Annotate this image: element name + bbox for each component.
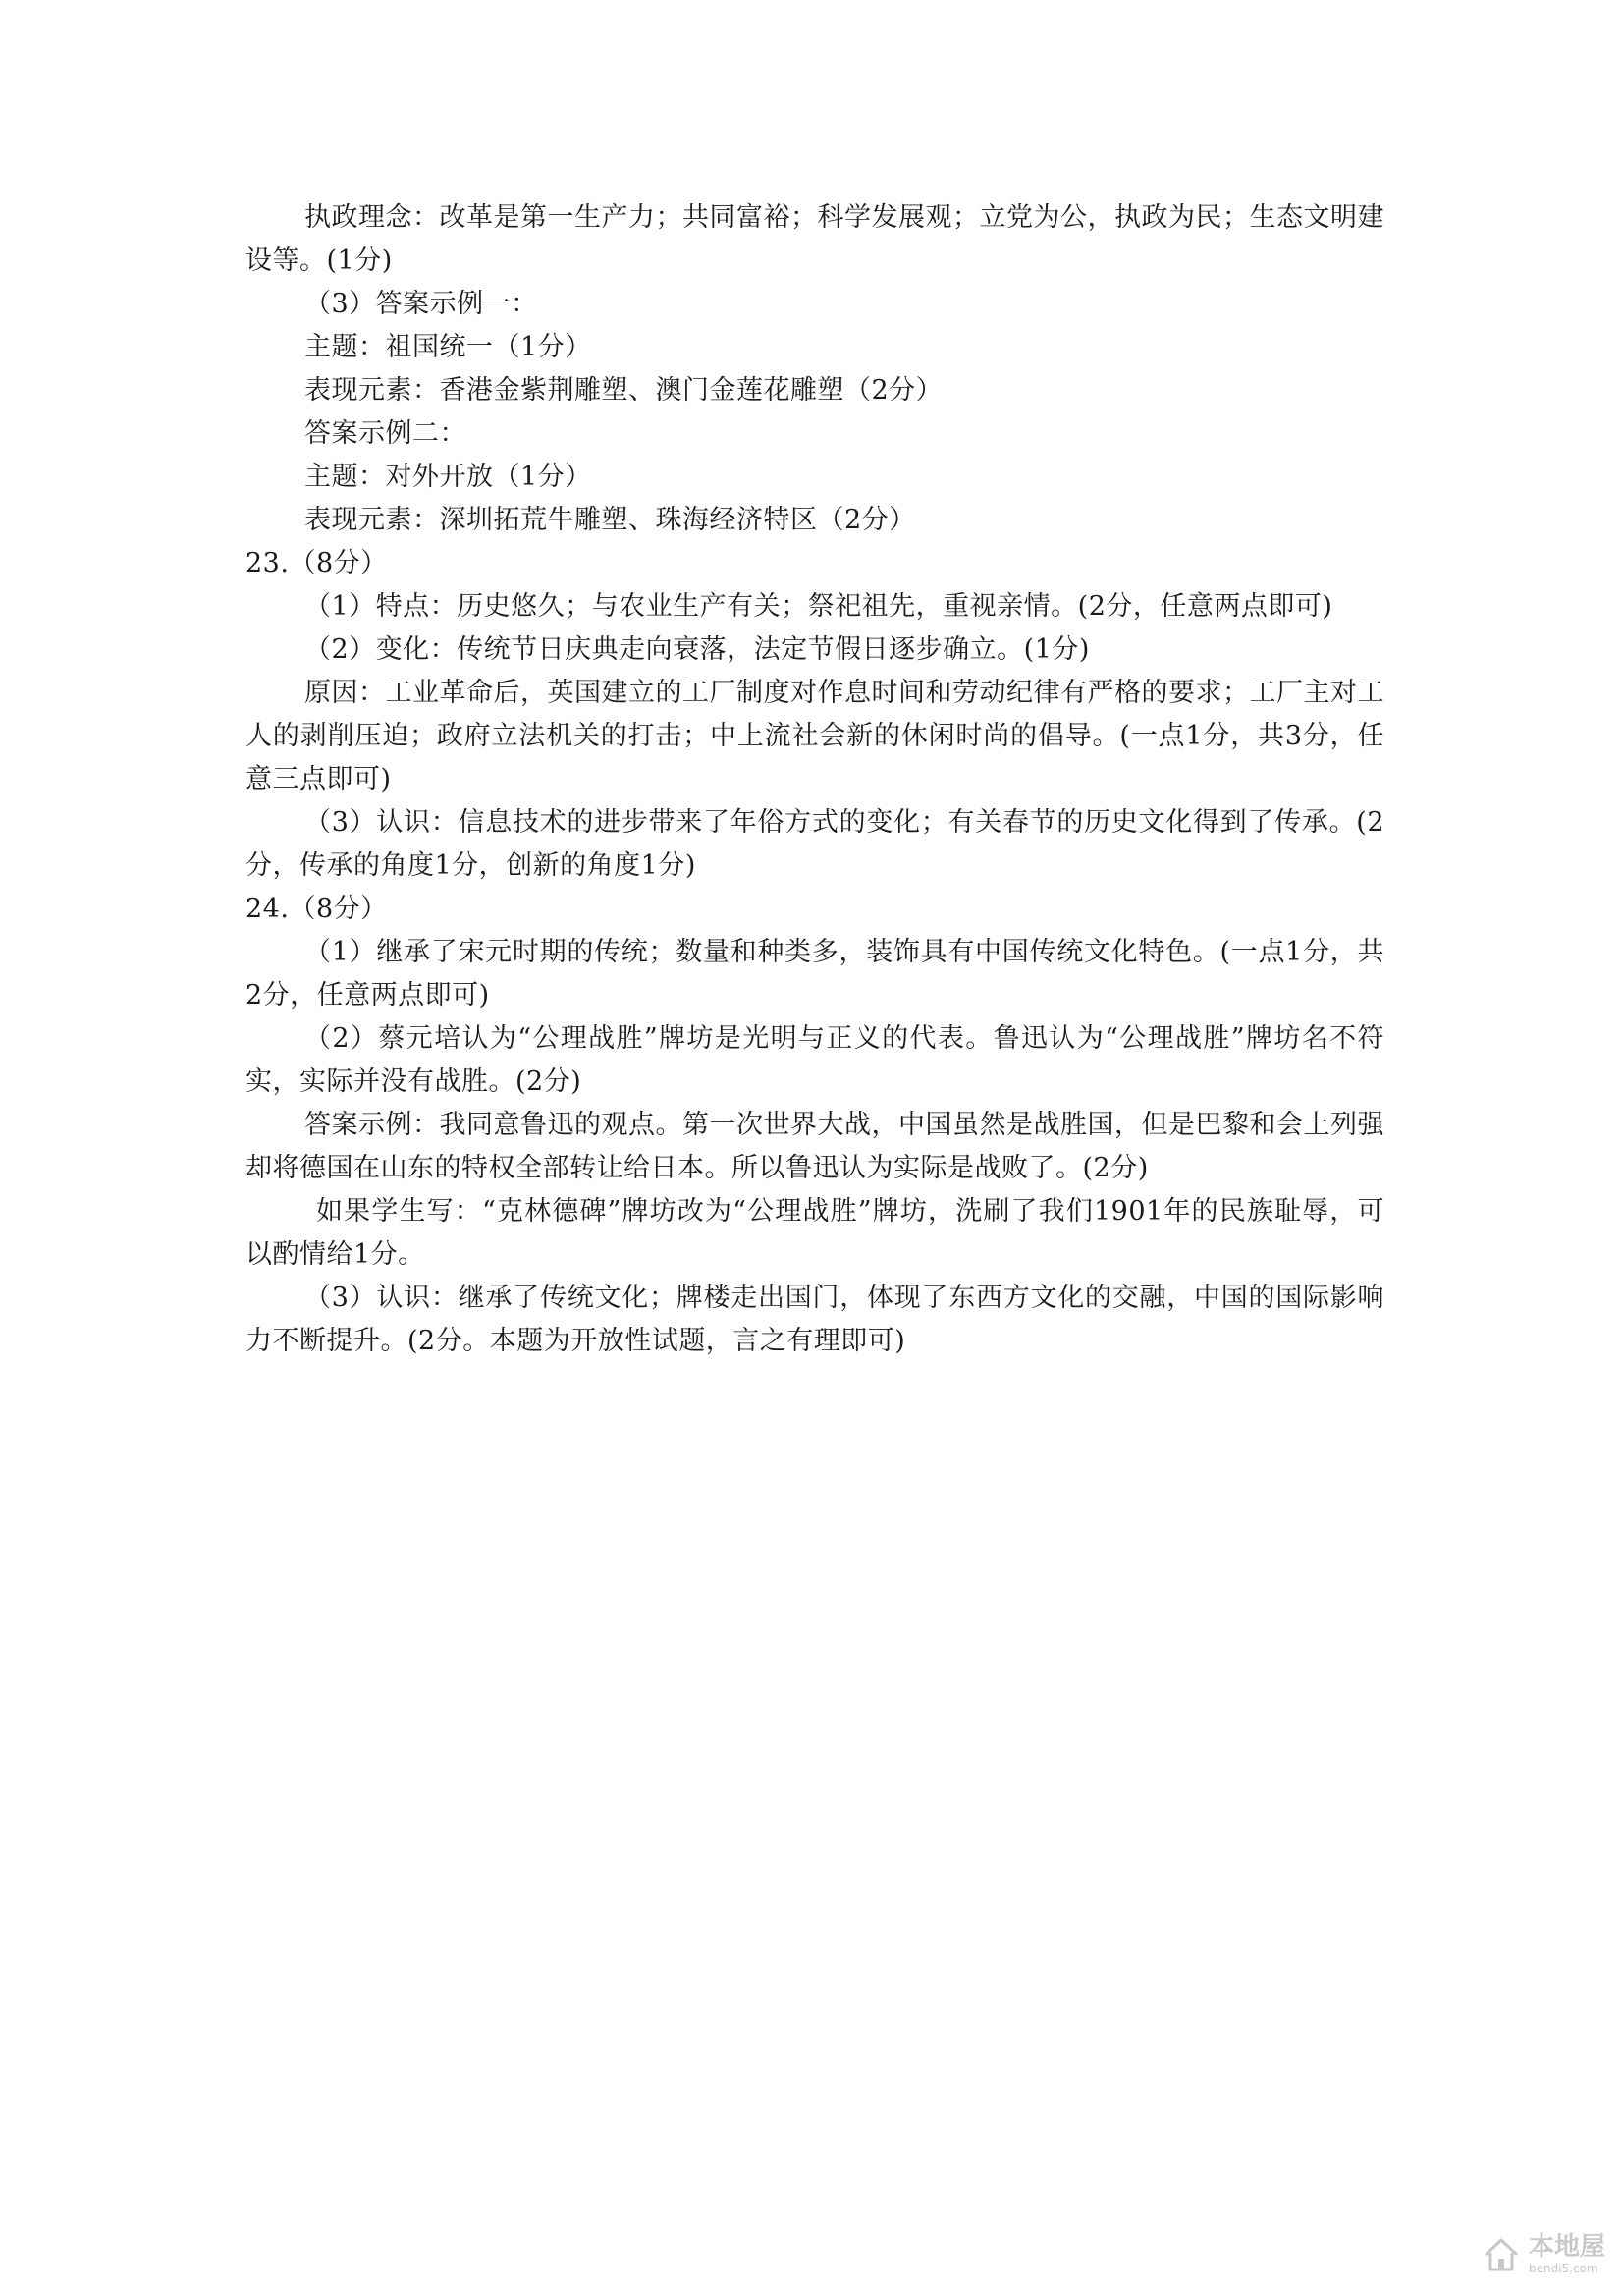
answer-paragraph: 表现元素：香港金紫荆雕塑、澳门金莲花雕塑（2分）: [304, 375, 944, 406]
question-number: 24.（8分）: [245, 894, 388, 924]
question-number: 23.（8分）: [245, 548, 388, 578]
answer-paragraph: 答案示例二：: [304, 418, 466, 449]
answer-paragraph: 执政理念：改革是第一生产力；共同富裕；科学发展观；立党为公，执政为民；生态文明建设等。(1分): [245, 202, 1384, 276]
watermark-url: bendi5.com: [1528, 2262, 1598, 2275]
answer-paragraph: 表现元素：深圳拓荒牛雕塑、珠海经济特区（2分）: [304, 505, 916, 535]
document-body: [245, 196, 1384, 1363]
answer-paragraph: （2）蔡元培认为“公理战胜”牌坊是光明与正义的代表。鲁迅认为“公理战胜”牌坊名不符实，实际并没有战胜。(2分): [245, 1023, 1384, 1097]
answer-paragraph: （2）变化：传统节日庆典走向衰落，法定节假日逐步确立。(1分): [304, 634, 1090, 665]
answer-paragraph: （1）特点：历史悠久；与农业生产有关；祭祀祖先，重视亲情。(2分，任意两点即可): [304, 591, 1333, 622]
watermark-name: 本地屋: [1528, 2232, 1605, 2262]
answer-paragraph: 主题：祖国统一（1分）: [304, 332, 592, 362]
answer-paragraph: 原因：工业革命后，英国建立的工厂制度对作息时间和劳动纪律有严格的要求；工厂主对工人的剥削压迫；政府立法机关的打击；中上流社会新的休闲时尚的倡导。(一点1分，共3分，任意三点即可): [245, 678, 1384, 794]
answer-paragraph: （3）认识：继承了传统文化；牌楼走出国门，体现了东西方文化的交融，中国的国际影响力不断提升。(2分。本题为开放性试题，言之有理即可): [245, 1283, 1384, 1356]
house-icon: [1482, 2235, 1521, 2274]
watermark-logo: [1482, 2234, 1605, 2274]
answer-paragraph: 主题：对外开放（1分）: [304, 462, 592, 492]
answer-paragraph: （1）继承了宋元时期的传统；数量和种类多，装饰具有中国传统文化特色。(一点1分，共2分，任意两点即可): [245, 937, 1384, 1011]
answer-paragraph: （3）答案示例一：: [304, 289, 538, 319]
answer-paragraph: 答案示例：我同意鲁迅的观点。第一次世界大战，中国虽然是战胜国，但是巴黎和会上列强却将德国在山东的特权全部转让给日本。所以鲁迅认为实际是战败了。(2分): [245, 1110, 1384, 1183]
answer-paragraph: 如果学生写：“克林德碑”牌坊改为“公理战胜”牌坊，洗刷了我们1901年的民族耻辱，可以酌情给1分。: [245, 1196, 1384, 1270]
answer-paragraph: （3）认识：信息技术的进步带来了年俗方式的变化；有关春节的历史文化得到了传承。(2分，传承的角度1分，创新的角度1分): [245, 807, 1384, 881]
